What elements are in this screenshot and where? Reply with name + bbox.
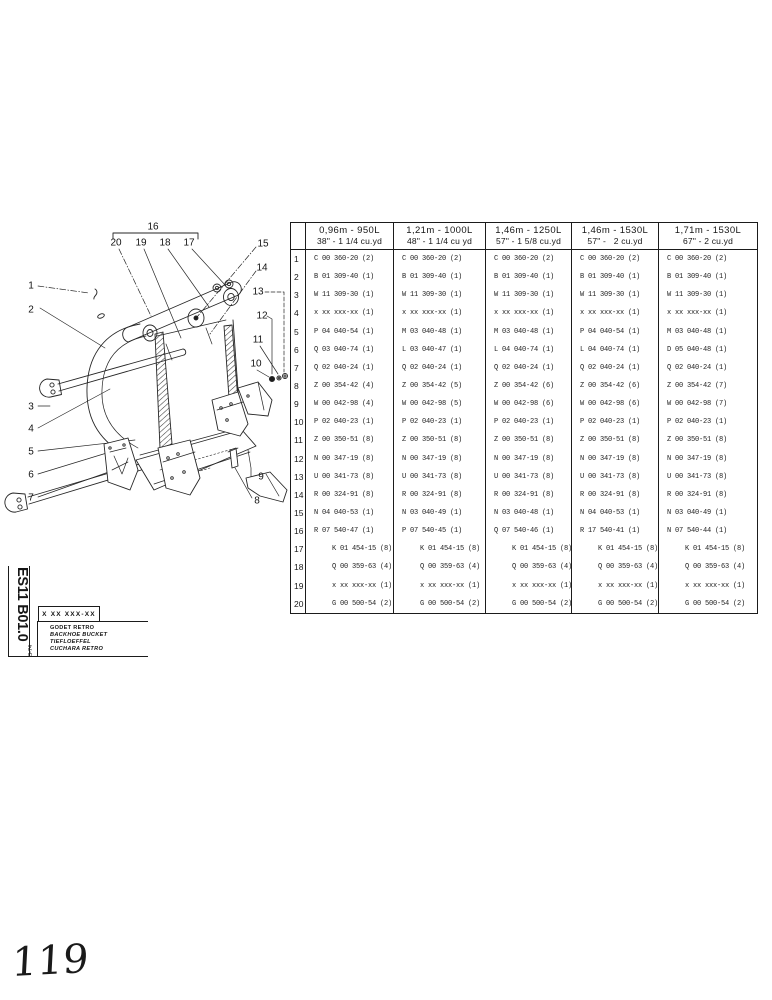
part-cell: N 03 040-49 (1)	[394, 504, 486, 522]
row-number: 13	[291, 468, 306, 486]
part-cell: P 04 040-54 (1)	[572, 323, 659, 341]
table-row	[291, 341, 757, 359]
table-row	[291, 377, 757, 395]
stamp-date-code: 3-74	[28, 644, 34, 656]
part-cell: Q 00 359-63 (4)	[572, 558, 659, 576]
part-cell: x xx xxx-xx (1)	[685, 581, 746, 590]
column-header	[394, 223, 486, 249]
callout-label-18: 18	[159, 237, 171, 249]
part-cell: N 00 347-19 (8)	[306, 450, 394, 468]
part-cell: L 04 040-74 (1)	[572, 341, 659, 359]
part-cell: W 11 309-30 (1)	[572, 286, 659, 304]
part-cell: N 03 040-48 (1)	[486, 504, 572, 522]
callout-label-6: 6	[28, 469, 34, 481]
callout-label-11: 11	[252, 334, 264, 346]
part-cell: Q 02 040-24 (1)	[394, 359, 486, 377]
parts-table	[290, 222, 758, 614]
row-number: 11	[291, 431, 306, 449]
part-cell: G 00 500-54 (2)	[486, 595, 572, 613]
stamp-title-fr: GODET RETRO	[50, 625, 95, 631]
row-number: 1	[291, 250, 306, 268]
part-cell: Q 00 359-63 (4)	[486, 558, 572, 576]
part-cell: P 04 040-54 (1)	[306, 323, 394, 341]
row-number: 10	[291, 413, 306, 431]
part-cell: x xx xxx-xx (1)	[572, 577, 659, 595]
row-number: 2	[291, 268, 306, 286]
part-cell: Q 00 359-63 (4)	[685, 563, 746, 572]
stamp-title-en: BACKHOE BUCKET	[50, 632, 108, 638]
part-cell: Q 02 040-24 (1)	[572, 359, 659, 377]
row-number: 8	[291, 377, 306, 395]
part-cell: W 00 042-98 (5)	[394, 395, 486, 413]
part-cell: G 00 500-54 (2)	[306, 595, 394, 613]
table-row	[291, 268, 757, 286]
column-header	[306, 223, 394, 249]
part-cell: N 03 040-49 (1)	[667, 509, 728, 518]
row-number: 15	[291, 504, 306, 522]
column-header-imperial: 57" - 2 cu.yd	[587, 236, 643, 246]
part-cell: C 00 360-20 (2)	[572, 250, 659, 268]
part-cell: P 02 040-23 (1)	[306, 413, 394, 431]
part-cell: Z 00 350-51 (8)	[306, 431, 394, 449]
part-cell: Q 07 540-46 (1)	[486, 522, 572, 540]
part-cell: P 02 040-23 (1)	[486, 413, 572, 431]
table-row	[291, 468, 757, 486]
bucket-exploded-drawing	[0, 210, 300, 550]
column-header-imperial: 57" - 1 5/8 cu.yd	[495, 236, 561, 246]
part-cell: L 03 040-47 (1)	[394, 341, 486, 359]
part-cell: x xx xxx-xx (1)	[306, 577, 394, 595]
part-cell: N 00 347-19 (8)	[394, 450, 486, 468]
column-header-size: 1,46m - 1250L	[495, 225, 562, 236]
part-cell: N 00 347-19 (8)	[667, 454, 728, 463]
part-cell: Z 00 350-51 (8)	[486, 431, 572, 449]
table-row	[291, 323, 757, 341]
part-cell: P 07 540-45 (1)	[394, 522, 486, 540]
callout-label-7: 7	[28, 492, 34, 504]
table-body	[291, 250, 757, 613]
column-header-imperial: 67" - 2 cu.yd	[682, 236, 734, 246]
part-cell: U 00 341-73 (8)	[572, 468, 659, 486]
part-cell: U 00 341-73 (8)	[667, 472, 728, 481]
part-cell: U 00 341-73 (8)	[306, 468, 394, 486]
row-number: 3	[291, 286, 306, 304]
table-row	[291, 431, 757, 449]
part-cell: B 01 309-40 (1)	[572, 268, 659, 286]
callout-label-17: 17	[183, 237, 195, 249]
table-corner-cell	[291, 223, 306, 249]
part-cell: W 00 042-98 (6)	[572, 395, 659, 413]
part-cell: Z 00 354-42 (6)	[486, 377, 572, 395]
column-header-size: 1,71m - 1530L	[674, 225, 742, 236]
callout-label-19: 19	[135, 237, 147, 249]
stamp-date-rule	[37, 621, 38, 657]
part-cell: N 00 347-19 (8)	[486, 450, 572, 468]
part-cell: K 01 454-15 (8)	[685, 545, 746, 554]
row-number: 14	[291, 486, 306, 504]
part-cell: N 07 540-44 (1)	[667, 527, 728, 536]
part-cell: x xx xxx-xx (1)	[572, 304, 659, 322]
table-row	[291, 359, 757, 377]
column-header-size: 1,46m - 1530L	[581, 225, 649, 236]
part-cell: G 00 500-54 (2)	[572, 595, 659, 613]
column-header	[659, 223, 757, 249]
part-cell: M 03 040-48 (1)	[394, 323, 486, 341]
row-number: 19	[291, 577, 306, 595]
row-number: 7	[291, 359, 306, 377]
table-row	[291, 286, 757, 304]
table-row	[291, 522, 757, 540]
table-row	[291, 395, 757, 413]
callout-label-5: 5	[28, 446, 34, 458]
part-cell: Z 00 350-51 (8)	[667, 436, 728, 445]
stamp-title-de: TIEFLOEFFEL	[50, 639, 91, 645]
column-header-imperial: 38" - 1 1/4 cu.yd	[316, 236, 382, 246]
row-number: 9	[291, 395, 306, 413]
column-header	[572, 223, 659, 249]
part-cell: x xx xxx-xx (1)	[486, 304, 572, 322]
table-row	[291, 558, 757, 576]
part-cell: R 17 540-41 (1)	[572, 522, 659, 540]
table-row	[291, 577, 757, 595]
table-row	[291, 450, 757, 468]
part-cell: R 07 540-47 (1)	[306, 522, 394, 540]
row-number: 6	[291, 341, 306, 359]
part-cell: W 11 309-30 (1)	[394, 286, 486, 304]
part-cell: Z 00 354-42 (7)	[667, 382, 728, 391]
part-cell: N 04 040-53 (1)	[306, 504, 394, 522]
part-cell: x xx xxx-xx (1)	[306, 304, 394, 322]
part-cell: P 02 040-23 (1)	[394, 413, 486, 431]
part-cell: Z 00 354-42 (6)	[572, 377, 659, 395]
callout-label-9: 9	[258, 471, 264, 483]
callout-label-14: 14	[256, 262, 268, 274]
stamp-code-vertical: ES11 B01.0	[14, 567, 30, 642]
table-row	[291, 413, 757, 431]
part-cell: Q 02 040-24 (1)	[667, 363, 728, 372]
table-row	[291, 486, 757, 504]
callout-label-2: 2	[28, 304, 34, 316]
column-header-imperial: 48" - 1 1/4 cu yd	[406, 236, 472, 246]
row-number: 12	[291, 450, 306, 468]
column-header	[486, 223, 572, 249]
stamp-part-mask: X XX XXX-XX	[38, 606, 100, 622]
part-cell: x xx xxx-xx (1)	[667, 309, 728, 318]
part-cell: x xx xxx-xx (1)	[486, 577, 572, 595]
part-cell: N 04 040-53 (1)	[572, 504, 659, 522]
callout-label-1: 1	[28, 280, 34, 292]
part-cell: Q 02 040-24 (1)	[486, 359, 572, 377]
row-number: 18	[291, 558, 306, 576]
part-cell: B 01 309-40 (1)	[486, 268, 572, 286]
part-cell: B 01 309-40 (1)	[306, 268, 394, 286]
part-cell: K 01 454-15 (8)	[394, 540, 486, 558]
part-cell: W 11 309-30 (1)	[306, 286, 394, 304]
part-cell: K 01 454-15 (8)	[572, 540, 659, 558]
part-cell: B 01 309-40 (1)	[667, 273, 728, 282]
part-cell: Z 00 354-42 (5)	[394, 377, 486, 395]
part-cell: Q 00 359-63 (4)	[306, 558, 394, 576]
table-row	[291, 595, 757, 613]
part-cell: K 01 454-15 (8)	[306, 540, 394, 558]
part-cell: W 00 042-98 (4)	[306, 395, 394, 413]
part-cell: C 00 360-20 (2)	[394, 250, 486, 268]
callout-label-12: 12	[256, 310, 268, 322]
part-cell: B 01 309-40 (1)	[394, 268, 486, 286]
part-cell: Z 00 354-42 (4)	[306, 377, 394, 395]
part-cell: Z 00 350-51 (8)	[572, 431, 659, 449]
table-row	[291, 504, 757, 522]
stamp-titles	[50, 625, 107, 653]
part-cell: K 01 454-15 (8)	[486, 540, 572, 558]
part-cell: M 03 040-48 (1)	[667, 327, 728, 336]
part-cell: R 00 324-91 (8)	[667, 490, 728, 499]
part-cell: C 00 360-20 (2)	[486, 250, 572, 268]
part-cell: Z 00 350-51 (8)	[394, 431, 486, 449]
part-cell: W 00 042-98 (6)	[486, 395, 572, 413]
row-number: 20	[291, 595, 306, 613]
part-cell: P 02 040-23 (1)	[572, 413, 659, 431]
table-row	[291, 304, 757, 322]
row-number: 17	[291, 540, 306, 558]
part-cell: U 00 341-73 (8)	[486, 468, 572, 486]
part-cell: N 00 347-19 (8)	[572, 450, 659, 468]
part-cell: P 02 040-23 (1)	[667, 418, 728, 427]
callout-label-16: 16	[147, 221, 159, 233]
row-number: 16	[291, 522, 306, 540]
page-number-handwritten: 119	[10, 936, 90, 986]
row-number: 5	[291, 323, 306, 341]
part-cell: L 04 040-74 (1)	[486, 341, 572, 359]
part-cell: x xx xxx-xx (1)	[394, 304, 486, 322]
column-header-size: 0,96m - 950L	[319, 225, 380, 236]
part-cell: x xx xxx-xx (1)	[394, 577, 486, 595]
part-cell: W 11 309-30 (1)	[486, 286, 572, 304]
stamp-title-es: CUCHARA RETRO	[50, 646, 104, 652]
callout-label-8: 8	[254, 495, 260, 507]
table-row	[291, 540, 757, 558]
part-cell: C 00 360-20 (2)	[306, 250, 394, 268]
table-row	[291, 250, 757, 268]
part-cell: Q 03 040-74 (1)	[306, 341, 394, 359]
part-cell: R 00 324-91 (8)	[486, 486, 572, 504]
callout-label-4: 4	[28, 423, 34, 435]
part-cell: G 00 500-54 (2)	[685, 599, 746, 608]
callout-label-3: 3	[28, 401, 34, 413]
callout-label-10: 10	[250, 358, 262, 370]
column-header-size: 1,21m - 1000L	[406, 225, 473, 236]
part-cell: Q 02 040-24 (1)	[306, 359, 394, 377]
part-cell: G 00 500-54 (2)	[394, 595, 486, 613]
callout-label-13: 13	[252, 286, 264, 298]
callout-label-15: 15	[257, 238, 269, 250]
callout-label-20: 20	[110, 237, 122, 249]
part-cell: C 00 360-20 (2)	[667, 255, 728, 264]
part-cell: M 03 040-48 (1)	[486, 323, 572, 341]
part-cell: R 00 324-91 (8)	[394, 486, 486, 504]
part-cell: W 00 042-98 (7)	[667, 400, 728, 409]
part-cell: Q 00 359-63 (4)	[394, 558, 486, 576]
part-cell: R 00 324-91 (8)	[572, 486, 659, 504]
table-header-row	[291, 223, 757, 250]
part-cell: D 05 040-48 (1)	[667, 345, 728, 354]
part-cell: R 00 324-91 (8)	[306, 486, 394, 504]
part-cell: U 00 341-73 (8)	[394, 468, 486, 486]
row-number: 4	[291, 304, 306, 322]
part-cell: W 11 309-30 (1)	[667, 291, 728, 300]
